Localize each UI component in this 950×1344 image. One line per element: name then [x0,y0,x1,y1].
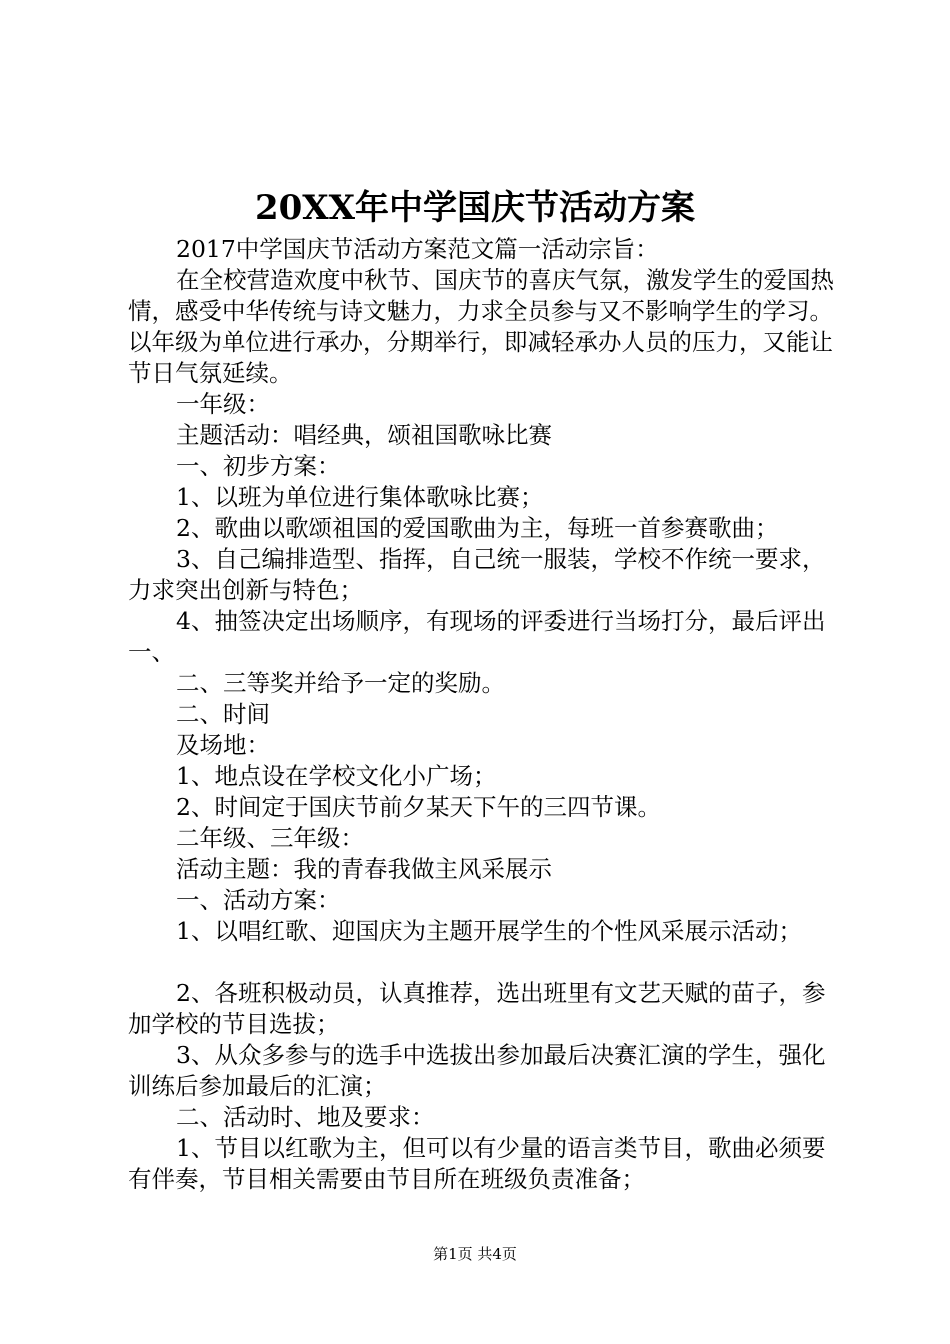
paragraph: 及场地： [176,731,270,759]
page-title: 20XX年中学国庆节活动方案 [254,188,696,228]
paragraph: 二、活动时、地及要求： [176,1103,435,1131]
paragraph: 一、初步方案： [176,452,341,480]
paragraph: 活动主题：我的青春我做主风采展示 [176,855,552,883]
paragraph: 1、地点设在学校文化小广场； [176,762,497,790]
paragraph: 二、三等奖并给予一定的奖励。 [176,669,505,697]
paragraph: 3、自己编排造型、指挥，自己统一服装，学校不作统一要求，力求突出创新与特色； [128,545,826,604]
paragraph: 一年级： [176,390,270,418]
paragraph: 3、从众多参与的选手中选拔出参加最后决赛汇演的学生，强化训练后参加最后的汇演； [128,1041,826,1100]
paragraph: 在全校营造欢度中秋节、国庆节的喜庆气氛，激发学生的爱国热情，感受中华传统与诗文魅力，力求全员参与又不影响学生的学习。以年级为单位进行承办，分期举行，即减轻承办人员的压力，又能让节日气氛延续。 [128,266,834,387]
paragraph: 1、以唱红歌、迎国庆为主题开展学生的个性风采展示活动； [176,917,802,945]
paragraph: 4、抽签决定出场顺序，有现场的评委进行当场打分，最后评出一、 [128,607,826,666]
paragraph: 二年级、三年级： [176,824,364,852]
paragraph: 2、歌曲以歌颂祖国的爱国歌曲为主，每班一首参赛歌曲； [176,514,779,542]
paragraph: 1、以班为单位进行集体歌咏比赛； [176,483,544,511]
paragraph: 2、各班积极动员，认真推荐，选出班里有文艺天赋的苗子，参加学校的节目选拔； [128,979,826,1038]
paragraph: 一、活动方案： [176,886,341,914]
blank-line [128,947,848,978]
paragraph: 1、节目以红歌为主，但可以有少量的语言类节目，歌曲必须要有伴奏，节目相关需要由节目所在班级负责准备； [128,1134,826,1193]
paragraph: 主题活动：唱经典，颂祖国歌咏比赛 [176,421,552,449]
page-footer: 第1页 共4页 [433,1245,517,1263]
paragraph: 2017中学国庆节活动方案范文篇一活动宗旨： [176,235,659,263]
paragraph: 2、时间定于国庆节前夕某天下午的三四节课。 [176,793,661,821]
document-body [128,234,848,1195]
paragraph: 二、时间 [176,700,270,728]
